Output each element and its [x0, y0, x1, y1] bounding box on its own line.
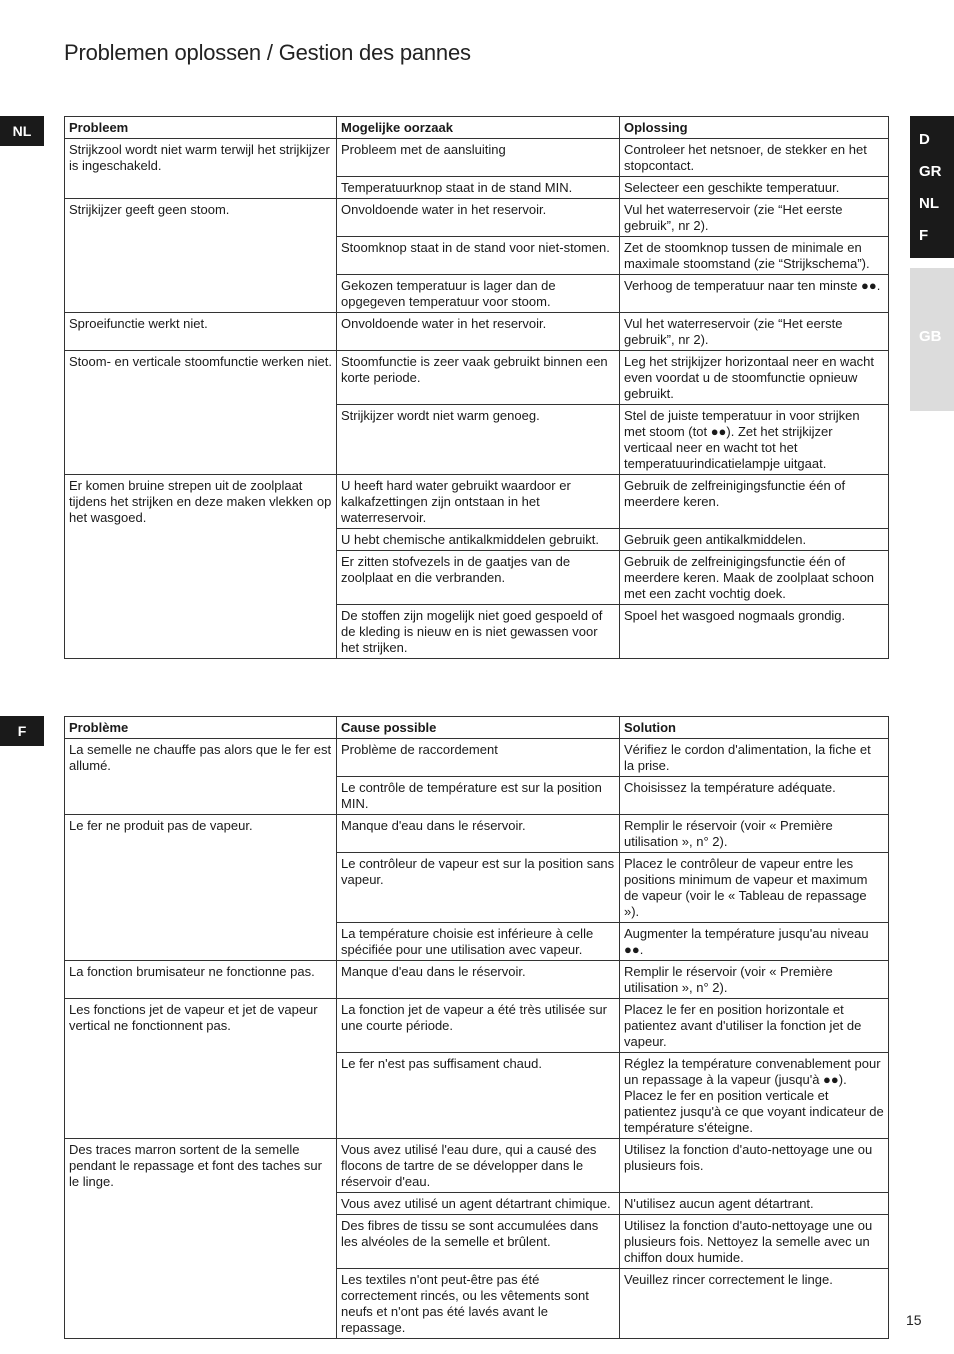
- table-row: [65, 815, 889, 853]
- problem-cell: Des traces marron sortent de la semelle pendant le repassage et font des taches sur le linge.: [65, 1139, 337, 1339]
- cause-cell: Manque d'eau dans le réservoir.: [337, 961, 620, 999]
- solution-cell: Placez le fer en position horizontale et patientez avant d'utiliser la fonction jet de vapeur.: [620, 999, 889, 1053]
- solution-cell: Zet de stoomknop tussen de minimale en maximale stoomstand (zie “Strijkschema”).: [620, 237, 889, 275]
- solution-cell: Vul het waterreservoir (zie “Het eerste gebruik”, nr 2).: [620, 313, 889, 351]
- problem-cell: Er komen bruine strepen uit de zoolplaat tijdens het strijken en deze maken vlekken op het wasgoed.: [65, 475, 337, 659]
- cause-cell: Stoomfunctie is zeer vaak gebruikt binnen een korte periode.: [337, 351, 620, 405]
- solution-cell: Remplir le réservoir (voir « Première utilisation », n° 2).: [620, 815, 889, 853]
- problem-cell: La semelle ne chauffe pas alors que le fer est allumé.: [65, 739, 337, 815]
- cause-cell: Vous avez utilisé l'eau dure, qui a causé des flocons de tartre de se développer dans le réservoir d'eau.: [337, 1139, 620, 1193]
- cause-cell: Probleem met de aansluiting: [337, 139, 620, 177]
- cause-cell: Le contrôleur de vapeur est sur la position sans vapeur.: [337, 853, 620, 923]
- page-number: 15: [906, 1312, 922, 1328]
- solution-cell: Utilisez la fonction d'auto-nettoyage une ou plusieurs fois.: [620, 1139, 889, 1193]
- cause-cell: Stoomknop staat in de stand voor niet-stomen.: [337, 237, 620, 275]
- column-header-problem: Problème: [65, 717, 337, 739]
- problem-cell: La fonction brumisateur ne fonctionne pas.: [65, 961, 337, 999]
- solution-cell: N'utilisez aucun agent détartrant.: [620, 1193, 889, 1215]
- problem-cell: Strijkzool wordt niet warm terwijl het strijkijzer is ingeschakeld.: [65, 139, 337, 199]
- solution-cell: Réglez la température convenablement pour un repassage à la vapeur (jusqu'à ●●). Placez le fer en position verticale et patientez jusqu'à ce que voyant indicateur de température s'éteigne.: [620, 1053, 889, 1139]
- solution-cell: Gebruik geen antikalkmiddelen.: [620, 529, 889, 551]
- column-header-cause: Mogelijke oorzaak: [337, 117, 620, 139]
- table-row: [65, 475, 889, 529]
- table-row: [65, 313, 889, 351]
- table-header-row: [65, 117, 889, 139]
- cause-cell: Gekozen temperatuur is lager dan de opgegeven temperatuur voor stoom.: [337, 275, 620, 313]
- table-row: [65, 739, 889, 777]
- cause-cell: Des fibres de tissu se sont accumulées dans les alvéoles de la semelle et brûlent.: [337, 1215, 620, 1269]
- table-header-row: [65, 717, 889, 739]
- solution-cell: Placez le contrôleur de vapeur entre les positions minimum de vapeur et maximum de vapeur (voir le « Tableau de repassage »).: [620, 853, 889, 923]
- page-title: Problemen oplossen / Gestion des pannes: [64, 40, 471, 65]
- solution-cell: Stel de juiste temperatuur in voor strijken met stoom (tot ●●). Zet het strijkijzer verticaal neer en wacht tot het temperatuurindicatielampje uitgaat.: [620, 405, 889, 475]
- solution-cell: Utilisez la fonction d'auto-nettoyage une ou plusieurs fois. Nettoyez la semelle avec un chiffon doux humide.: [620, 1215, 889, 1269]
- column-header-solution: Solution: [620, 717, 889, 739]
- solution-cell: Spoel het wasgoed nogmaals grondig.: [620, 605, 889, 659]
- problem-cell: Stoom- en verticale stoomfunctie werken niet.: [65, 351, 337, 475]
- troubleshooting-table-nl: [64, 116, 889, 659]
- problem-cell: Sproeifunctie werkt niet.: [65, 313, 337, 351]
- cause-cell: U hebt chemische antikalkmiddelen gebruikt.: [337, 529, 620, 551]
- problem-cell: Strijkijzer geeft geen stoom.: [65, 199, 337, 313]
- cause-cell: Les textiles n'ont peut-être pas été correctement rincés, ou les vêtements sont neufs et n'ont pas été lavés avant le repassage.: [337, 1269, 620, 1339]
- side-tab-gb-label: GB: [919, 328, 942, 345]
- cause-cell: Onvoldoende water in het reservoir.: [337, 199, 620, 237]
- table-row: [65, 1139, 889, 1193]
- side-tab-nl: NL: [919, 195, 939, 212]
- table-row: [65, 199, 889, 237]
- cause-cell: Manque d'eau dans le réservoir.: [337, 815, 620, 853]
- cause-cell: La fonction jet de vapeur a été très utilisée sur une courte période.: [337, 999, 620, 1053]
- cause-cell: Problème de raccordement: [337, 739, 620, 777]
- solution-cell: Verhoog de temperatuur naar ten minste ●●.: [620, 275, 889, 313]
- cause-cell: Le contrôle de température est sur la position MIN.: [337, 777, 620, 815]
- table-row: [65, 999, 889, 1053]
- cause-cell: Le fer n'est pas suffisament chaud.: [337, 1053, 620, 1139]
- problem-cell: Le fer ne produit pas de vapeur.: [65, 815, 337, 961]
- column-header-solution: Oplossing: [620, 117, 889, 139]
- solution-cell: Leg het strijkijzer horizontaal neer en wacht even voordat u de stoomfunctie opnieuw gebruikt.: [620, 351, 889, 405]
- solution-cell: Remplir le réservoir (voir « Première utilisation », n° 2).: [620, 961, 889, 999]
- cause-cell: U heeft hard water gebruikt waardoor er kalkafzettingen zijn ontstaan in het waterreservoir.: [337, 475, 620, 529]
- column-header-cause: Cause possible: [337, 717, 620, 739]
- column-header-problem: Probleem: [65, 117, 337, 139]
- table-row: [65, 961, 889, 999]
- cause-cell: La température choisie est inférieure à celle spécifiée pour une utilisation avec vapeur.: [337, 923, 620, 961]
- cause-cell: Strijkijzer wordt niet warm genoeg.: [337, 405, 620, 475]
- side-language-index: [910, 116, 954, 258]
- side-tab-gr: GR: [919, 163, 942, 180]
- cause-cell: Temperatuurknop staat in de stand MIN.: [337, 177, 620, 199]
- solution-cell: Augmenter la température jusqu'au niveau ●●.: [620, 923, 889, 961]
- cause-cell: Er zitten stofvezels in de gaatjes van de zoolplaat en die verbranden.: [337, 551, 620, 605]
- solution-cell: Controleer het netsnoer, de stekker en het stopcontact.: [620, 139, 889, 177]
- cause-cell: Vous avez utilisé un agent détartrant chimique.: [337, 1193, 620, 1215]
- side-tab-gb: [910, 268, 954, 411]
- side-tab-d: D: [919, 131, 930, 148]
- troubleshooting-table-fr: [64, 716, 889, 1339]
- language-tab-f: F: [0, 716, 44, 746]
- side-tab-f: F: [919, 227, 929, 244]
- table-row: [65, 351, 889, 405]
- solution-cell: Choisissez la température adéquate.: [620, 777, 889, 815]
- solution-cell: Vul het waterreservoir (zie “Het eerste gebruik”, nr 2).: [620, 199, 889, 237]
- language-tab-nl: NL: [0, 116, 44, 146]
- solution-cell: Gebruik de zelfreinigingsfunctie één of meerdere keren. Maak de zoolplaat schoon met een zacht vochtig doek.: [620, 551, 889, 605]
- cause-cell: De stoffen zijn mogelijk niet goed gespoeld of de kleding is nieuw en is niet gewassen voor het strijken.: [337, 605, 620, 659]
- cause-cell: Onvoldoende water in het reservoir.: [337, 313, 620, 351]
- solution-cell: Veuillez rincer correctement le linge.: [620, 1269, 889, 1339]
- problem-cell: Les fonctions jet de vapeur et jet de vapeur vertical ne fonctionnent pas.: [65, 999, 337, 1139]
- table-row: [65, 139, 889, 177]
- solution-cell: Vérifiez le cordon d'alimentation, la fiche et la prise.: [620, 739, 889, 777]
- solution-cell: Gebruik de zelfreinigingsfunctie één of meerdere keren.: [620, 475, 889, 529]
- solution-cell: Selecteer een geschikte temperatuur.: [620, 177, 889, 199]
